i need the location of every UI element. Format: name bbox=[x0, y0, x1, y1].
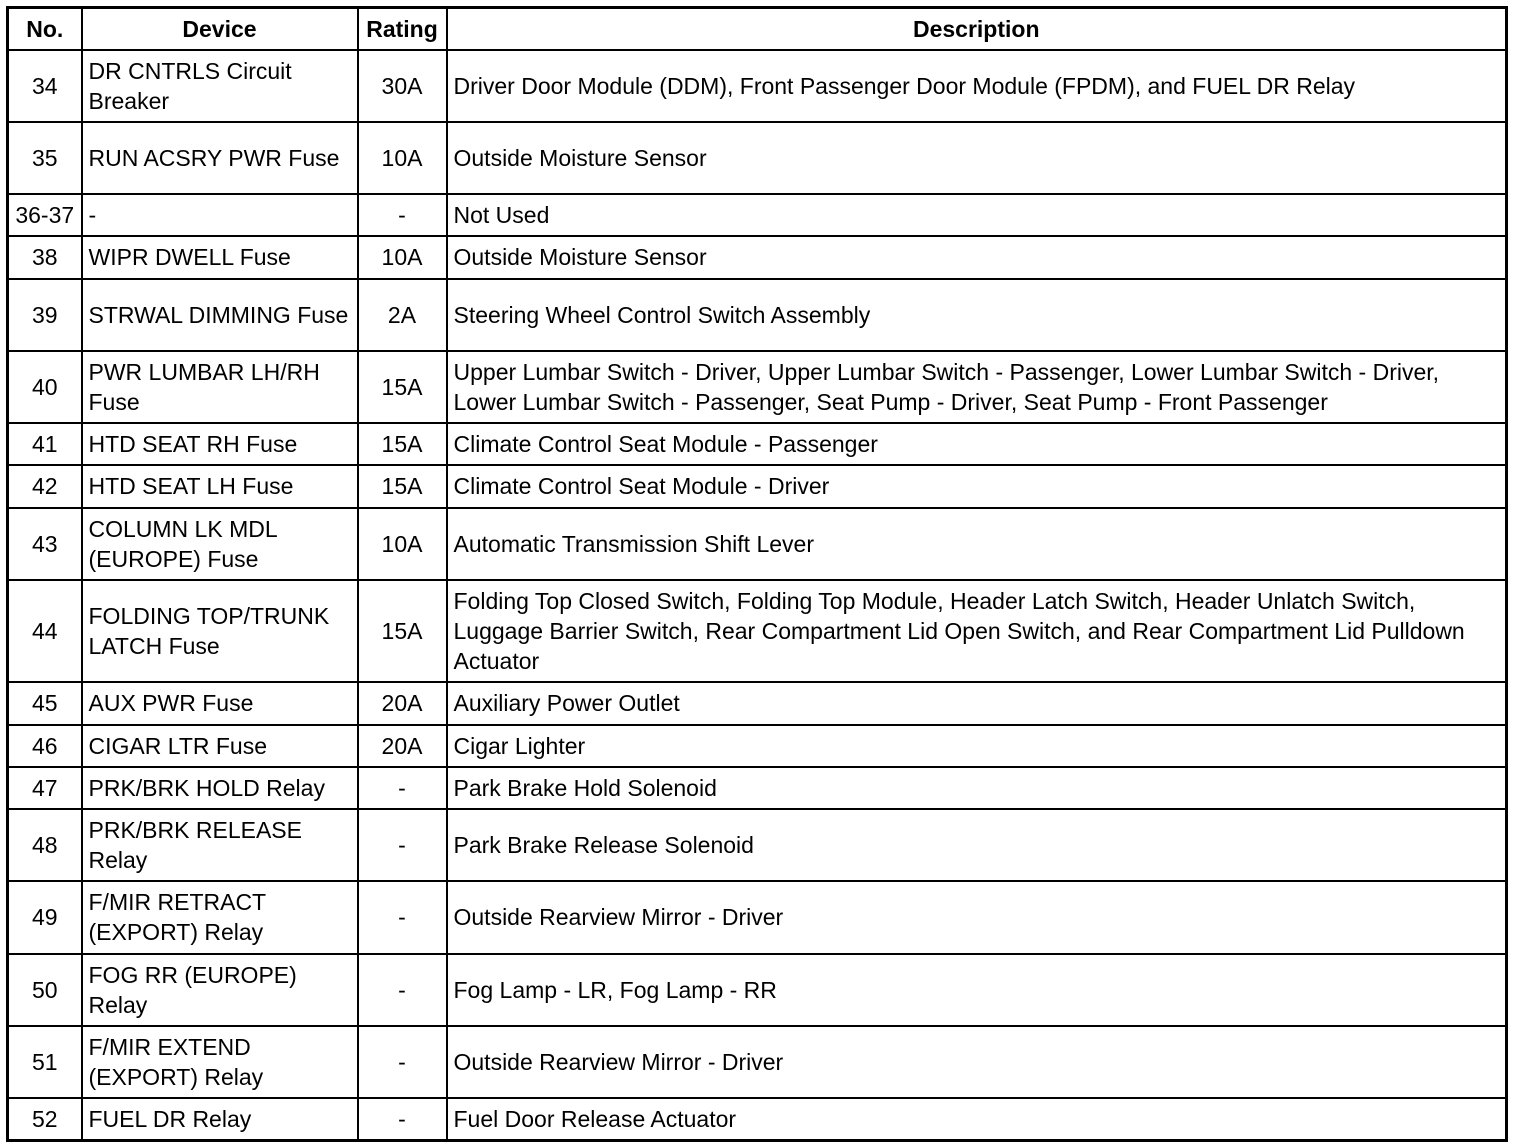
cell-device: F/MIR RETRACT (EXPORT) Relay bbox=[82, 881, 358, 953]
cell-no: 43 bbox=[8, 508, 82, 580]
cell-device: RUN ACSRY PWR Fuse bbox=[82, 122, 358, 194]
cell-device: PRK/BRK HOLD Relay bbox=[82, 767, 358, 809]
cell-description: Outside Moisture Sensor bbox=[447, 236, 1507, 278]
cell-device: WIPR DWELL Fuse bbox=[82, 236, 358, 278]
cell-device: F/MIR EXTEND (EXPORT) Relay bbox=[82, 1026, 358, 1098]
cell-device: DR CNTRLS Circuit Breaker bbox=[82, 50, 358, 122]
table-row bbox=[8, 279, 1507, 351]
cell-description: Park Brake Hold Solenoid bbox=[447, 767, 1507, 809]
table-row bbox=[8, 725, 1507, 767]
header-device: Device bbox=[82, 8, 358, 50]
table-row bbox=[8, 236, 1507, 278]
cell-rating: 15A bbox=[358, 423, 447, 465]
cell-no: 39 bbox=[8, 279, 82, 351]
cell-device: PWR LUMBAR LH/RH Fuse bbox=[82, 351, 358, 423]
cell-description: Automatic Transmission Shift Lever bbox=[447, 508, 1507, 580]
cell-no: 44 bbox=[8, 580, 82, 682]
cell-no: 36-37 bbox=[8, 194, 82, 236]
table-row bbox=[8, 351, 1507, 423]
cell-no: 48 bbox=[8, 809, 82, 881]
cell-device: PRK/BRK RELEASE Relay bbox=[82, 809, 358, 881]
cell-no: 49 bbox=[8, 881, 82, 953]
cell-no: 47 bbox=[8, 767, 82, 809]
table-row bbox=[8, 1098, 1507, 1140]
cell-description: Auxiliary Power Outlet bbox=[447, 682, 1507, 724]
cell-rating: 15A bbox=[358, 580, 447, 682]
cell-rating: - bbox=[358, 954, 447, 1026]
table-row bbox=[8, 122, 1507, 194]
table-row bbox=[8, 423, 1507, 465]
table-row bbox=[8, 682, 1507, 724]
cell-rating: 20A bbox=[358, 725, 447, 767]
cell-device: HTD SEAT LH Fuse bbox=[82, 465, 358, 507]
cell-rating: 20A bbox=[358, 682, 447, 724]
cell-description: Outside Rearview Mirror - Driver bbox=[447, 881, 1507, 953]
cell-rating: 15A bbox=[358, 351, 447, 423]
cell-rating: - bbox=[358, 1026, 447, 1098]
table-row bbox=[8, 50, 1507, 122]
cell-no: 34 bbox=[8, 50, 82, 122]
cell-device: STRWAL DIMMING Fuse bbox=[82, 279, 358, 351]
cell-device: CIGAR LTR Fuse bbox=[82, 725, 358, 767]
table-row bbox=[8, 954, 1507, 1026]
cell-description: Upper Lumbar Switch - Driver, Upper Lumbar Switch - Passenger, Lower Lumbar Switch - Driver, Lower Lumbar Switch - Passenger, Seat Pump - Driver, Seat Pump - Front Passenger bbox=[447, 351, 1507, 423]
header-rating: Rating bbox=[358, 8, 447, 50]
cell-description: Not Used bbox=[447, 194, 1507, 236]
cell-rating: - bbox=[358, 767, 447, 809]
cell-description: Climate Control Seat Module - Driver bbox=[447, 465, 1507, 507]
cell-no: 38 bbox=[8, 236, 82, 278]
cell-rating: 10A bbox=[358, 508, 447, 580]
header-no: No. bbox=[8, 8, 82, 50]
cell-no: 45 bbox=[8, 682, 82, 724]
cell-device: FOLDING TOP/TRUNK LATCH Fuse bbox=[82, 580, 358, 682]
cell-no: 40 bbox=[8, 351, 82, 423]
cell-description: Folding Top Closed Switch, Folding Top Module, Header Latch Switch, Header Unlatch Switch, Luggage Barrier Switch, Rear Compartment Lid Open Switch, and Rear Compartment Lid Pulldown Actuator bbox=[447, 580, 1507, 682]
cell-description: Outside Moisture Sensor bbox=[447, 122, 1507, 194]
cell-description: Outside Rearview Mirror - Driver bbox=[447, 1026, 1507, 1098]
table-body bbox=[8, 50, 1507, 1141]
cell-device: AUX PWR Fuse bbox=[82, 682, 358, 724]
table-row bbox=[8, 881, 1507, 953]
cell-description: Fog Lamp - LR, Fog Lamp - RR bbox=[447, 954, 1507, 1026]
table-row bbox=[8, 1026, 1507, 1098]
cell-description: Steering Wheel Control Switch Assembly bbox=[447, 279, 1507, 351]
cell-description: Fuel Door Release Actuator bbox=[447, 1098, 1507, 1140]
cell-no: 46 bbox=[8, 725, 82, 767]
table-row bbox=[8, 580, 1507, 682]
cell-device: FOG RR (EUROPE) Relay bbox=[82, 954, 358, 1026]
cell-rating: 10A bbox=[358, 236, 447, 278]
table-row bbox=[8, 465, 1507, 507]
cell-rating: - bbox=[358, 881, 447, 953]
cell-rating: - bbox=[358, 1098, 447, 1140]
table-row bbox=[8, 508, 1507, 580]
table-row bbox=[8, 767, 1507, 809]
cell-rating: - bbox=[358, 194, 447, 236]
table-row bbox=[8, 194, 1507, 236]
header-description: Description bbox=[447, 8, 1507, 50]
cell-no: 42 bbox=[8, 465, 82, 507]
cell-description: Driver Door Module (DDM), Front Passenger Door Module (FPDM), and FUEL DR Relay bbox=[447, 50, 1507, 122]
cell-no: 52 bbox=[8, 1098, 82, 1140]
cell-device: FUEL DR Relay bbox=[82, 1098, 358, 1140]
table-row bbox=[8, 809, 1507, 881]
cell-rating: 2A bbox=[358, 279, 447, 351]
cell-description: Park Brake Release Solenoid bbox=[447, 809, 1507, 881]
cell-no: 51 bbox=[8, 1026, 82, 1098]
header-row bbox=[8, 8, 1507, 50]
cell-rating: 30A bbox=[358, 50, 447, 122]
cell-no: 41 bbox=[8, 423, 82, 465]
cell-device: COLUMN LK MDL (EUROPE) Fuse bbox=[82, 508, 358, 580]
fuse-table bbox=[6, 6, 1508, 1142]
cell-rating: 15A bbox=[358, 465, 447, 507]
cell-rating: 10A bbox=[358, 122, 447, 194]
cell-device: HTD SEAT RH Fuse bbox=[82, 423, 358, 465]
cell-no: 35 bbox=[8, 122, 82, 194]
cell-no: 50 bbox=[8, 954, 82, 1026]
cell-rating: - bbox=[358, 809, 447, 881]
cell-description: Climate Control Seat Module - Passenger bbox=[447, 423, 1507, 465]
cell-description: Cigar Lighter bbox=[447, 725, 1507, 767]
cell-device: - bbox=[82, 194, 358, 236]
